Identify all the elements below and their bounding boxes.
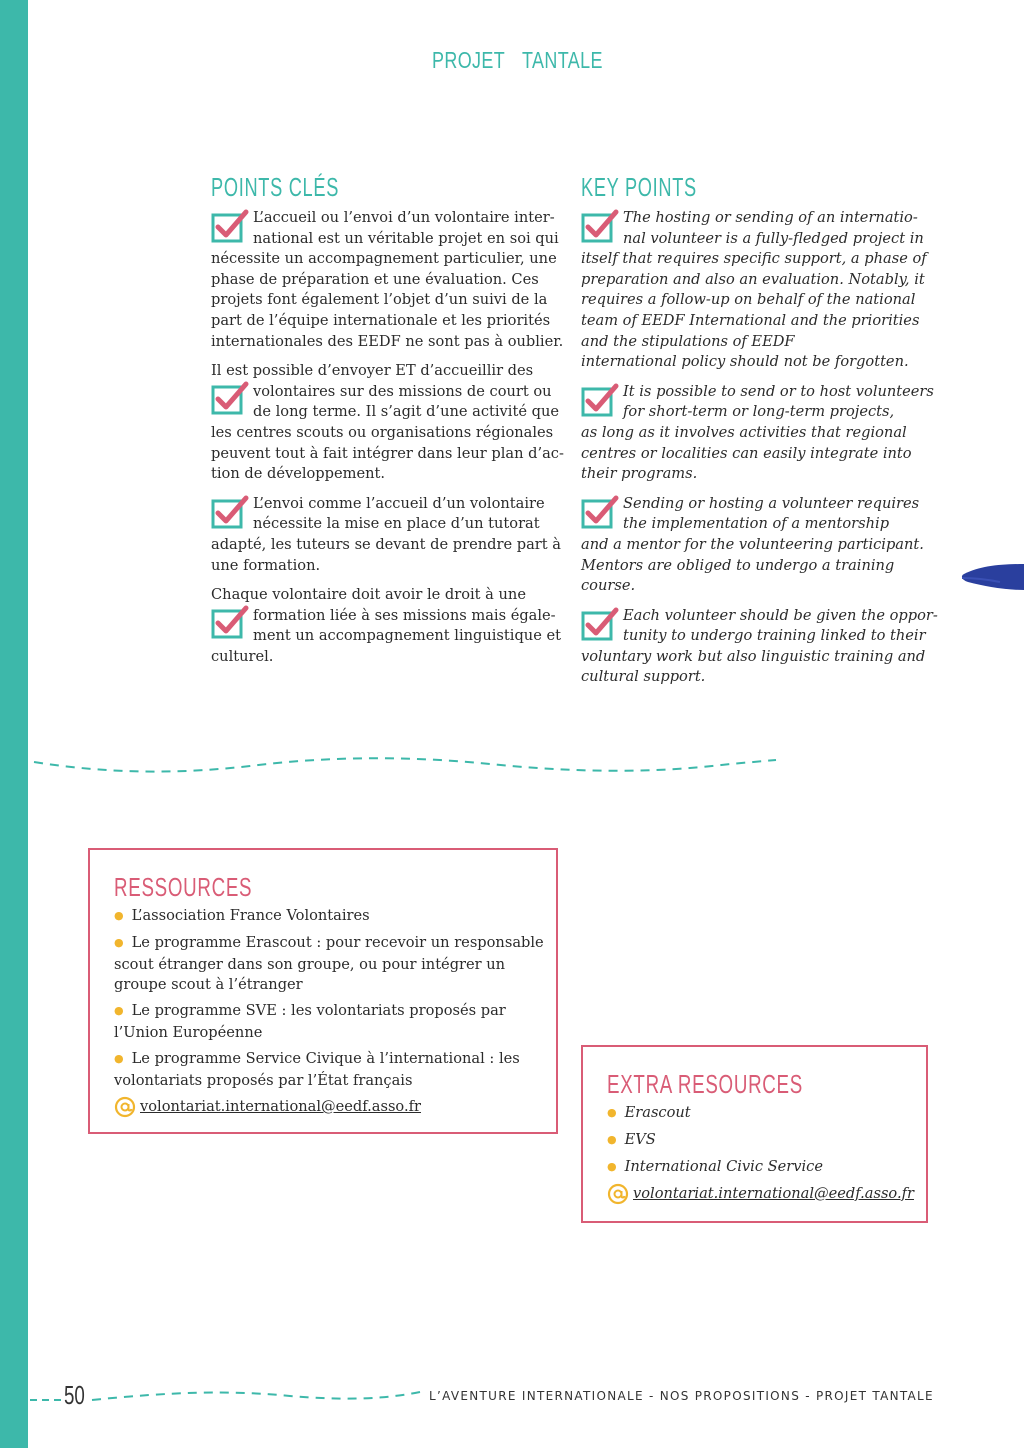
text-line: requires a follow-up on behalf of the national [581, 291, 916, 309]
text-line: volontaires sur des missions de court ou [253, 382, 552, 400]
email-link[interactable]: volontariat.international@eedf.asso.fr [633, 1184, 914, 1202]
key-point-fr-2 [211, 361, 564, 485]
text-line: It is possible to send or to host volunteers [623, 382, 934, 400]
text-line: de long terme. Il s’agit d’une activité que [253, 403, 559, 421]
key-point-en-3 [581, 494, 931, 597]
bullet-dot-icon: ● [114, 909, 124, 922]
text-line: voluntary work but also linguistic training and [581, 647, 926, 665]
text-line: international policy should not be forgotten. [581, 353, 909, 371]
text-line: L’accueil ou l’envoi d’un volontaire inter- [253, 209, 555, 226]
text-line: the implementation of a mentorship [623, 515, 890, 533]
text-line: course. [581, 577, 636, 595]
key-point-en-4 [581, 606, 938, 688]
left-color-band [0, 0, 28, 1448]
text-line: tion de développement. [211, 465, 385, 483]
text-line: L’envoi comme l’accueil d’un volontaire [253, 494, 545, 512]
at-sign-icon [607, 1183, 629, 1205]
text-line: adapté, les tuteurs se devant de prendre part à [211, 535, 561, 553]
text-line: The hosting or sending of an internatio- [623, 209, 918, 226]
text-line: une formation. [211, 556, 321, 574]
resources-en-title: EXTRA RESOURCES [607, 1069, 803, 1099]
email-row [607, 1183, 914, 1205]
list-item: ● Le programme Service Civique à l’international : les volontariats proposés par l’État français [114, 1049, 520, 1089]
text-line: itself that requires specific support, a phase of [581, 250, 927, 268]
checkbox-checked-icon [581, 607, 619, 641]
text-line: preparation and also an evaluation. Notably, it [581, 270, 925, 288]
text-line: Il est possible d’envoyer ET d’accueillir des [211, 362, 534, 380]
header-word-tantale: TANTALE [521, 46, 603, 73]
key-point-en-1 [581, 208, 931, 373]
key-point-en-2 [581, 382, 934, 485]
text-line: phase de préparation et une évaluation. Ces [211, 270, 539, 288]
text-line: centres or localities can easily integrate into [581, 444, 912, 462]
checkbox-checked-icon [581, 383, 619, 417]
footer-dash-wave [90, 1386, 422, 1406]
text-line: Chaque volontaire doit avoir le droit à une [211, 586, 526, 604]
bullet-dot-icon: ● [114, 1004, 124, 1018]
text-line: formation liée à ses missions mais égale- [253, 606, 556, 624]
page-header [432, 38, 603, 82]
text-line: internationales des EEDF ne sont pas à oublier. [211, 332, 564, 350]
wave-divider [30, 752, 780, 782]
list-item: ● Le programme SVE : les volontariats proposés par l’Union Européenne [114, 1002, 506, 1041]
email-row [114, 1096, 544, 1118]
text-line: as long as it involves activities that regional [581, 423, 907, 441]
resources-fr-list [114, 906, 544, 1118]
checkbox-checked-icon [581, 495, 619, 529]
key-points-fr-heading: POINTS CLÉS [211, 172, 340, 202]
key-point-fr-1 [211, 208, 564, 352]
text-line: nécessite la mise en place d’un tutorat [253, 515, 540, 533]
key-point-fr-3 [211, 494, 561, 576]
key-point-fr-4 [211, 585, 561, 667]
text-line: Sending or hosting a volunteer requires [623, 494, 920, 512]
key-points-fr [211, 172, 564, 676]
checkbox-checked-icon [211, 209, 249, 243]
text-line: and a mentor for the volunteering participant. [581, 535, 924, 553]
text-line: nécessite un accompagnement particulier, une [211, 250, 557, 268]
list-item: ● EVS [607, 1130, 656, 1148]
text-line: part de l’équipe internationale et les priorités [211, 311, 551, 329]
text-line: cultural support. [581, 668, 706, 686]
checkbox-checked-icon [581, 209, 619, 243]
bullet-dot-icon: ● [607, 1159, 617, 1173]
text-line: Each volunteer should be given the oppor- [623, 606, 938, 624]
text-line: and the stipulations of EEDF [581, 332, 795, 350]
checkbox-checked-icon [211, 605, 249, 639]
text-line: culturel. [211, 647, 274, 665]
footer-running-title: L’AVENTURE INTERNATIONALE - NOS PROPOSITIONS - PROJET TANTALE [429, 1389, 934, 1403]
key-points-en-heading: KEY POINTS [581, 172, 697, 202]
text-line: their programs. [581, 465, 698, 483]
text-line: for short-term or long-term projects, [623, 403, 895, 421]
text-line: ment un accompagnement linguistique et [253, 627, 561, 645]
text-line: les centres scouts ou organisations régionales [211, 423, 554, 441]
bullet-dot-icon: ● [607, 1132, 617, 1146]
bullet-dot-icon: ● [607, 1106, 617, 1119]
footer-dash-left [30, 1386, 66, 1406]
list-item: ● Le programme Erascout : pour recevoir un responsable scout étranger dans son groupe, ou pour intégrer un groupe scout à l’étranger [114, 933, 544, 994]
key-points-en [581, 172, 938, 697]
page-number: 50 [64, 1380, 85, 1410]
resources-en-list [607, 1103, 914, 1205]
at-sign-icon [114, 1096, 136, 1118]
text-line: national est un véritable projet en soi qui [253, 229, 559, 247]
checkbox-checked-icon [211, 495, 249, 529]
text-line: peuvent tout à fait intégrer dans leur plan d’ac- [211, 444, 564, 462]
bullet-dot-icon: ● [114, 935, 124, 949]
header-word-projet: PROJET [432, 46, 506, 73]
checkbox-checked-icon [211, 381, 249, 415]
list-item: ● L’association France Volontaires [114, 907, 370, 924]
list-item: ● International Civic Service [607, 1157, 823, 1175]
resources-box-fr [88, 848, 558, 1134]
text-line: projets font également l’objet d’un suivi de la [211, 291, 548, 309]
bullet-dot-icon: ● [114, 1051, 124, 1065]
text-line: tunity to undergo training linked to their [623, 627, 926, 645]
text-line: team of EEDF International and the priorities [581, 311, 920, 329]
resources-fr-title: RESSOURCES [114, 872, 253, 902]
list-item: ● Erascout [607, 1104, 691, 1121]
email-link[interactable]: volontariat.international@eedf.asso.fr [140, 1097, 421, 1115]
text-line: Mentors are obliged to undergo a training [581, 556, 895, 574]
text-line: nal volunteer is a fully-fledged project in [623, 229, 924, 247]
resources-box-en [581, 1045, 928, 1223]
brush-stroke-decoration [960, 560, 1024, 594]
